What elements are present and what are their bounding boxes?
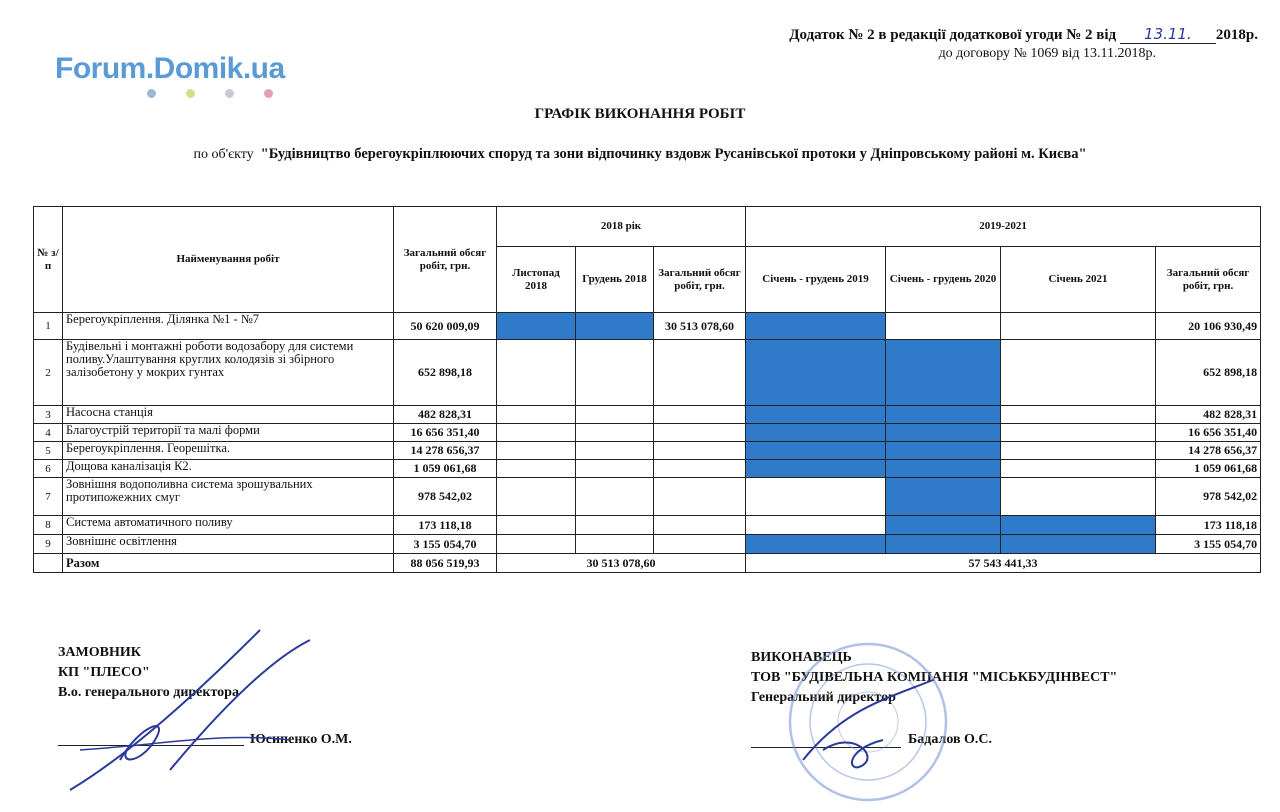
totals-total: 88 056 519,93 [394,554,497,573]
row-period-nov-2018 [497,516,576,535]
row-period-jan-2021 [1001,478,1156,516]
customer-position: В.о. генерального директора [58,685,239,700]
row-period-nov-2018 [497,442,576,460]
row-period-nov-2018 [497,535,576,554]
header-2019: Січень - грудень 2019 [746,247,886,313]
row-period-year-2019 [746,406,886,424]
row-period-dec-2018 [576,535,654,554]
totals-2019-2021: 57 543 441,33 [746,554,1261,573]
totals-row [34,554,1261,573]
row-work-name: Зовнішня водополивна система зрошувальних протипожежних смуг [63,478,394,516]
row-period-dec-2018 [576,478,654,516]
row-total-volume: 173 118,18 [394,516,497,535]
row-period-nov-2018 [497,340,576,406]
logo-dots [147,89,273,98]
row-total-2018 [654,535,746,554]
row-period-dec-2018 [576,424,654,442]
row-number: 6 [34,460,63,478]
row-period-year-2019 [746,516,886,535]
row-work-name: Насосна станція [63,406,394,424]
row-total-volume: 482 828,31 [394,406,497,424]
row-total-volume: 978 542,02 [394,478,497,516]
table-row [34,516,1261,535]
row-period-year-2020 [886,340,1001,406]
row-period-jan-2021 [1001,340,1156,406]
header-number: № з/п [34,207,63,313]
row-total-2019-2021: 20 106 930,49 [1156,313,1261,340]
row-period-year-2019 [746,313,886,340]
row-period-year-2020 [886,442,1001,460]
row-total-2019-2021: 16 656 351,40 [1156,424,1261,442]
header-nov-2018: Листопад 2018 [497,247,576,313]
customer-name: Юсипенко О.М. [250,732,352,747]
row-total-volume: 3 155 054,70 [394,535,497,554]
appendix-header [789,25,1258,44]
totals-label: Разом [63,554,394,573]
customer-org: КП "ПЛЕСО" [58,665,150,680]
header-total-volume: Загальний обсяг робіт, грн. [394,207,497,313]
row-number: 3 [34,406,63,424]
header-total-2018: Загальний обсяг робіт, грн. [654,247,746,313]
row-period-dec-2018 [576,313,654,340]
row-period-nov-2018 [497,460,576,478]
contractor-position: Генеральний директор [751,690,896,705]
row-period-jan-2021 [1001,442,1156,460]
logo-dot [186,89,195,98]
row-total-volume: 1 059 061,68 [394,460,497,478]
schedule-table [33,206,1261,573]
header-years-2019-2021: 2019-2021 [746,207,1261,247]
table-row [34,442,1261,460]
contractor-role: ВИКОНАВЕЦЬ [751,650,852,665]
row-total-volume: 50 620 009,09 [394,313,497,340]
row-number: 4 [34,424,63,442]
logo-dot [147,89,156,98]
row-number: 5 [34,442,63,460]
row-total-2019-2021: 652 898,18 [1156,340,1261,406]
table-row [34,535,1261,554]
row-period-year-2019 [746,424,886,442]
row-period-dec-2018 [576,442,654,460]
row-period-year-2020 [886,424,1001,442]
appendix-header-suffix: 2018р. [1215,27,1258,43]
row-number: 8 [34,516,63,535]
header-2020: Січень - грудень 2020 [886,247,1001,313]
row-period-jan-2021 [1001,460,1156,478]
row-period-dec-2018 [576,406,654,424]
row-total-2019-2021: 173 118,18 [1156,516,1261,535]
table-row [34,406,1261,424]
row-total-volume: 14 278 656,37 [394,442,497,460]
row-total-2018 [654,406,746,424]
row-total-2018 [654,460,746,478]
row-work-name: Берегоукріплення. Георешітка. [63,442,394,460]
row-period-year-2020 [886,313,1001,340]
row-total-2019-2021: 482 828,31 [1156,406,1261,424]
totals-blank-cell [34,554,63,573]
row-number: 1 [34,313,63,340]
header-year-2018: 2018 рік [497,207,746,247]
row-period-dec-2018 [576,516,654,535]
company-stamp [783,640,953,805]
row-period-year-2019 [746,442,886,460]
row-number: 9 [34,535,63,554]
row-total-volume: 652 898,18 [394,340,497,406]
row-period-year-2020 [886,406,1001,424]
customer-role: ЗАМОВНИК [58,645,141,660]
row-total-2018 [654,516,746,535]
row-total-2019-2021: 14 278 656,37 [1156,442,1261,460]
row-total-2018 [654,478,746,516]
header-dec-2018: Грудень 2018 [576,247,654,313]
row-period-nov-2018 [497,478,576,516]
object-name: "Будівництво берегоукріплюючих споруд та зони відпочинку вздовж Русанівської протоки у Дніпровському районі м. Києва" [260,146,1087,162]
contractor-name: Бадалов О.С. [908,732,993,747]
row-period-year-2020 [886,460,1001,478]
row-number: 2 [34,340,63,406]
appendix-header-prefix: Додаток № 2 в редакції додаткової угоди № 2 від [789,27,1117,43]
row-period-dec-2018 [576,460,654,478]
row-period-year-2020 [886,535,1001,554]
row-period-dec-2018 [576,340,654,406]
contract-reference: до договору № 1069 від 13.11.2018р. [938,46,1156,61]
row-total-2018: 30 513 078,60 [654,313,746,340]
row-total-2018 [654,442,746,460]
row-period-jan-2021 [1001,424,1156,442]
logo-dot [225,89,234,98]
row-period-jan-2021 [1001,516,1156,535]
header-total-2019-2021: Загальний обсяг робіт, грн. [1156,247,1261,313]
row-total-2018 [654,424,746,442]
row-work-name: Благоустрій території та малі форми [63,424,394,442]
header-work-name: Найменування робіт [63,207,394,313]
row-period-year-2019 [746,478,886,516]
row-period-year-2019 [746,460,886,478]
row-period-year-2019 [746,535,886,554]
contractor-org: ТОВ "БУДІВЕЛЬНА КОМПАНІЯ "МІСЬКБУДІНВЕСТ" [751,670,1118,685]
logo-dot [264,89,273,98]
object-line [0,146,1280,163]
table-row [34,460,1261,478]
row-period-nov-2018 [497,313,576,340]
totals-2018: 30 513 078,60 [497,554,746,573]
document-title: ГРАФІК ВИКОНАННЯ РОБІТ [534,106,746,122]
table-row [34,424,1261,442]
row-work-name: Будівельні і монтажні роботи водозабору для системи поливу.Улаштування круглих колодязів зі збірного залізобетону у мокрих гунтах [63,340,394,406]
row-total-2019-2021: 978 542,02 [1156,478,1261,516]
row-period-jan-2021 [1001,406,1156,424]
row-work-name: Зовнішнє освітлення [63,535,394,554]
row-number: 7 [34,478,63,516]
schedule-rows [34,313,1261,554]
table-row [34,313,1261,340]
header-jan-2021: Січень 2021 [1001,247,1156,313]
row-period-year-2019 [746,340,886,406]
table-row [34,340,1261,406]
row-period-year-2020 [886,516,1001,535]
customer-signature-scribble [60,620,320,800]
site-logo: Forum.Domik.ua [55,52,285,85]
row-period-nov-2018 [497,406,576,424]
row-period-nov-2018 [497,424,576,442]
row-period-year-2020 [886,478,1001,516]
row-total-2018 [654,340,746,406]
row-total-2019-2021: 1 059 061,68 [1156,460,1261,478]
row-work-name: Берегоукріплення. Ділянка №1 - №7 [63,313,394,340]
row-total-2019-2021: 3 155 054,70 [1156,535,1261,554]
table-row [34,478,1261,516]
row-total-volume: 16 656 351,40 [394,424,497,442]
handwritten-date: 13.11. [1120,25,1216,44]
object-prefix: по об'єкту [193,147,254,162]
row-work-name: Дощова каналізація К2. [63,460,394,478]
row-period-jan-2021 [1001,535,1156,554]
row-work-name: Система автоматичного поливу [63,516,394,535]
row-period-jan-2021 [1001,313,1156,340]
